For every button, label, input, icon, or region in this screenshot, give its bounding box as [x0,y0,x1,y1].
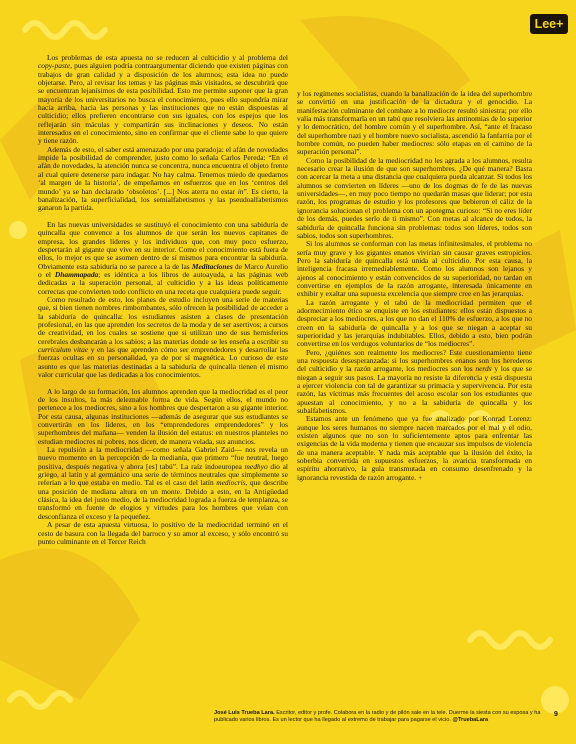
text-run: mediocris [216,478,246,488]
author-footer [214,710,544,724]
text-run: Los problemas de esta apuesta no se reducen al culticidio y al problema del [47,53,288,62]
text-run: ”. Es cierto, la banalización, la superficialidad, los semialfabetismos y las pseudoalfabetismos ganaron la partida. [38,186,288,213]
text-run: Como la posibilidad de la mediocridad no les agrada a los alumnos, resulta necesario crear la ilusión de que son superhombres. ¿De qué manera? Basta con acercar la meta a una distancia que cualquiera pueda alcanzar. Si todos los alumnos se convierten en líderes —uno de los dogmas de fe de las nuevas universidades—, en muy poco tiempo no quedarán masas que liderar; por esta razón, los programas de estudio y los profesores que bebieron el cáliz de la ignorancia solucionan el problema con un apotegma curioso: “Si no eres líder de los demás, puedes serlo de ti mismo”. Con metas al alcance de todos, la sabiduría de quincalla funciona sin problemas: todos son líderes, todos son sabios, todos son superhombres. [297,155,532,240]
text-run: Dhammapada [54,269,99,279]
text-run: ; es idéntica a los libros de autoayuda, a las páginas web dedicadas a la superación personal, al culticidio y a las ideas políticamente correctas que convierten todo conflicto en una receta que cualquiera puede seguir. [38,269,288,296]
article-column-left [38,54,288,546]
text-run: Si los alumnos se conforman con las metas infinitesimales, el problema no sería muy grave y los gigantes enanos vivirían sin causar graves estropicios. Pero la sabiduría de quincalla está unida al culticidio. Por esta causa, la inteligencia fracasa irremediablemente. Como los alumnos son lejanos y ajenos al conocimiento y están convencidos de su superioridad, no tardan en convertirse en ejemplos de la razón arrogante, interesada únicamente en exhibir y exaltar una supuesta excelencia que siempre cree en las jerarquías. [297,239,532,299]
author-handle: @TruebaLara [452,717,489,723]
article-paragraph [38,521,288,546]
article-paragraph [297,90,532,157]
article-paragraph [38,388,288,446]
text-run: de Marco Aurelio o el [38,261,288,279]
text-run: Estamos ante un fenómeno que ya fue analizado por Konrad Lorenz: aunque los seres humanos no siempre nacen marcados por el mal y el odio, existen algunos que no son lo suficientemente aptos para enfrentar las exigencias de la vida moderna y tienen que encauzar sus impulsos de violencia de una manera aceptable. Y nada más aceptable que la ilusión del éxito, la soberbia convertida en supuestos esfuerzos, la avaricia transformada en espíritu ahorrativo, la gula transmutada en consumo desenfrenado y la ignorancia revestida de razón arrogante. + [297,414,532,482]
text-run: La razón arrogante y el tabú de la mediocridad permiten que el adormecimiento ético se enquiste en los estudiantes: ellos están dispuestos a despreciar a los mediocres, a los que no dan el 110% de esfuerzo, a los que no creen en la sabiduría de quincalla y a los que se niegan a aceptar su superioridad y las jerarquías indubitables. Ellos, debido a esto, bien podrán convertirse en los verdugos voluntarios de “los mediocres”. [297,297,532,349]
text-run: medhyo [244,461,268,471]
article-paragraph [38,221,288,296]
text-run: in [237,186,244,196]
author-name: José Luis Trueba Lara. [214,710,275,716]
text-run: copy-paste [38,61,71,71]
text-run: A pesar de esta apuesta virtuosa, lo positivo de la mediocridad terminó en el cesto de basura con la llegada del barroco y su amor al exceso, y sólo encontró su punto culminante en el Tercer Reich [38,520,288,546]
text-run: y los que se niegan a seguir sus pasos. La mayoría no resiste la diferencia y está dispuesta a ejercer violencia con tal de garantizar su primacía y supervivencia. Por esta razón, las víctimas más frecuentes del acoso escolar son los estudiantes que apuestan al conocimiento, y no a la sabiduría de quincalla y los subalfabetismos. [297,364,532,416]
article-paragraph [38,54,288,146]
article-paragraph [297,157,532,240]
lee-plus-logo: Lee+ [530,14,568,34]
page-number: 9 [554,711,558,718]
text-run: , que describe una posición de mediana altura en un monte. Debido a esto, en la Antigüedad clásica, la idea del justo medio, de la mediocridad lograda a fuerza de templanza, se transformó en fuente de elogios y virtudes para los hombres que veían con desconfianza el exceso y la pequeñez. [38,478,288,521]
text-run: Meditaciones [191,261,233,271]
article-paragraph [297,299,532,349]
text-run: Como resultado de esto, los planes de estudio incluyen una serie de materias que, si bien tienen nombres rimbombantes, sólo ofrecen la posibilidad de acceder a la sabiduría de quincalla: los estudiantes asisten a clases de presentación profesional, en las que aprenden los secretos de la moda y de ser asertivos; a cursos de creatividad, en los cuales se sostiene que si utilizan uno de sus hemisferios cerebrales desbancarán a los sabios; a las materias donde se les enseña a escribir su [38,294,288,346]
article-paragraph [38,296,288,379]
author-bio: Escritor, editor y profe. Colabora en la radio y de pilón sale en la tele. Duerme la siesta con su esposa y ha publicado varios libros. Es un lector que ha llegado al extremo de trabajar para pagarse el vicio. [214,710,541,723]
article-paragraph [297,240,532,298]
text-run: , pues alguien podría contraargumentar diciendo que existen páginas con trabajos de gran calidad y a disposición de los alumnos; esta idea no puede objetarse. Pero, al revisar los temas y las páginas más visitados, se descubrirá que se encuentran lejanísimos de esta posibilidad. Esto me permite suponer que la gran mayoría de los universitarios no busca el conocimiento, pues ello supondría mirar hacia arriba, hacia las personas y las instituciones que no están dispuestas al culticidio; ellos prefieren encontrarse con sus iguales, con los espejos que los reflejarán sin máculas y compartirán sus inclinaciones y deseos. No están interesados en el conocimiento, sino en confirmar que el cliente sabe lo que quiere y tiene razón. [38,61,288,146]
text-run: A lo largo de su formación, los alumnos aprenden que la mediocridad es el peor de los insultos, la más deleznable forma de vida. Según ellos, el mundo no pertenece a los mediocres, sino a los hombres que despertaron a su gigante interior. Por esta causa, algunas instituciones —además de asegurar que sus estudiantes se convertirán en los líderes, en los “emprendedores emprendedores” y los superhombres del mañana— venden la ilusión del estatus: en nuestros planteles no estudian mediocres ni pobres, nos dicen, de manera velada, sus anuncios. [38,386,288,446]
text-run: curriculum vitae [38,344,89,354]
article-column-right [297,90,532,482]
article-paragraph [297,349,532,416]
text-run: y los regímenes socialistas, cuando la banalización de la idea del superhombre se convirtió en una justificación de la dictadura y el genocidio. La manifestación culminante del combate a lo mediocre resultó siniestra; por ello valía más transformarla en un tabú que resolviera las antinomias de lo superior y lo democrático, del hombre común y el superhombre. Así, “ante el fracaso del superhombre nazi y el hombre nuevo socialista, ascendió la fanfarria por el hombre común, no pueden haber mediocres: sólo etapas en el camino de la superación personal”. [297,89,532,157]
text-run: En las nuevas universidades se sustituyó el conocimiento con una sabiduría de quincalla que convence a los alumnos de que serán los nuevos capitanes de empresa, los grandes líderes y los individuos que, con muy poco esfuerzo, despertarán al gigante que vive en su interior. Como el conocimiento está fuera de ellos, lo mejor es que se asomen dentro de sí mismos para encontrar la sabiduría. Obviamente esta sabiduría no se parece a la de las [38,219,288,271]
article-paragraph [38,446,288,521]
article-paragraph [297,415,532,482]
text-run: La repulsión a la mediocridad —como señala Gabriel Zaid— nos revela un nuevo momento en la percepción de la medianía, que primero “fue neutral, luego positiva, después negativa y ahora [es] tabú”. La raíz indoeuropea [38,445,288,471]
text-run: Además de esto, el saber está amenazado por una paradoja: el afán de novedades impide la posibilidad de comprender, justo como lo señala Carlos Pereda: “En el afán de novedades, la atención nunca se concentra, nunca encuentra el objeto frente al cual quiere detenerse para indagar. No hay calma. Tenemos miedo de quedarnos ‘al margen de la historia’, de empeñarnos en esfuerzos que en los ‘centros del mundo’ ya se han declarado ‘obsoletos’. [...] Nos aterra no estar [38,144,288,196]
text-run: nerds [475,364,492,374]
article-paragraph [38,146,288,213]
text-run: dio al griego, al latín y al germánico una serie de términos neutrales que simplemente se referían a lo que estaba en medio. Tal es el caso del latín [38,461,288,488]
text-run: y en las que aprenden cómo ser emprendedores y desarrollar las fuerzas ocultas en su personalidad, ya de por sí magnética. Lo curioso de este asunto es que las materias destinadas a la sabiduría de quincalla tienen el mismo valor curricular que las dedicadas a los conocimientos. [38,344,288,380]
text-run: Pero, ¿quiénes son realmente los mediocres? Este cuestionamiento tiene una respuesta desesperanzada: si los superhombres enanos son los herederos del culticidio y la razón arrogante, los mediocres son los [297,347,532,374]
